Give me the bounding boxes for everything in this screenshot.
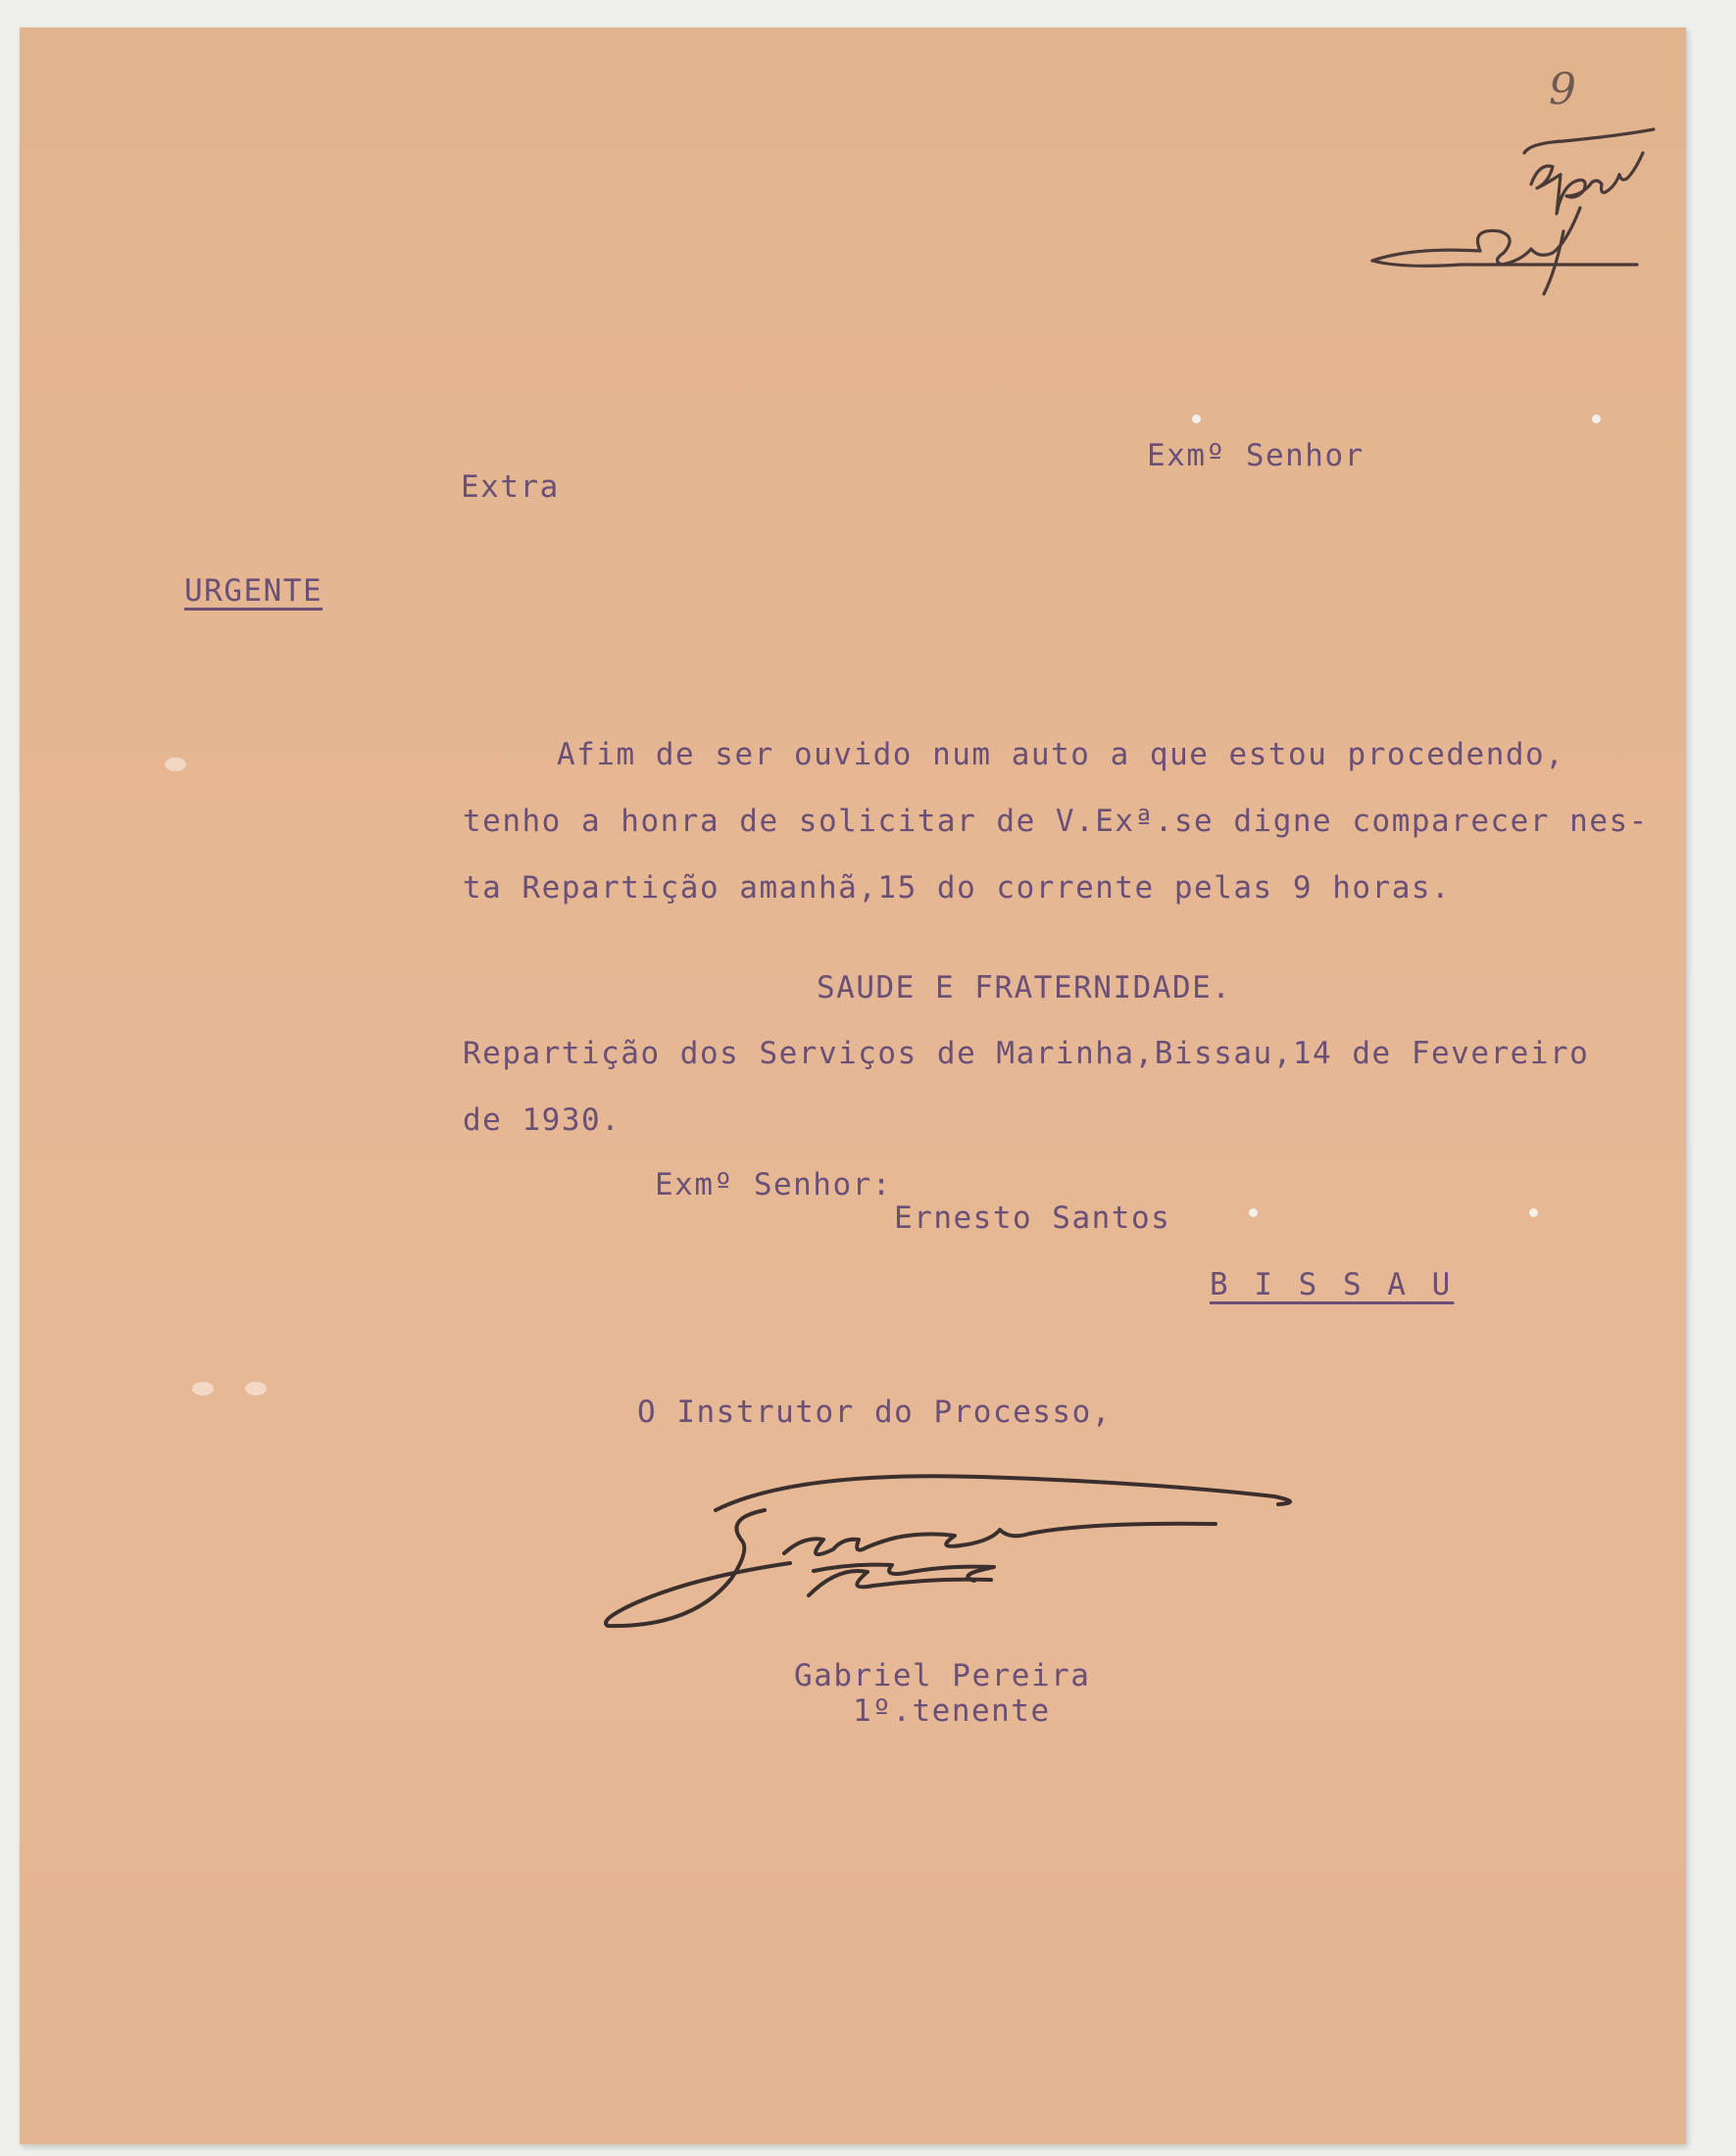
place-date-line-1: Repartição dos Serviços de Marinha,Bissau,14 de Fevereiro [463, 1036, 1590, 1071]
signatory-rank: 1º.tenente [853, 1693, 1051, 1729]
paper-mark [192, 1382, 214, 1396]
body-line-2: tenho a honra de solicitar de V.Exª.se digne comparecer nes- [463, 804, 1649, 839]
paper-mark [165, 758, 186, 771]
urgent-label: URGENTE [184, 573, 323, 609]
salutation-top: Exmº Senhor [1147, 438, 1364, 473]
punch-hole [1529, 1208, 1538, 1217]
document-page [20, 27, 1686, 2144]
punch-hole [1192, 415, 1201, 423]
signatory-role: O Instrutor do Processo, [637, 1395, 1112, 1430]
punch-hole [1592, 415, 1601, 423]
paper-mark [245, 1382, 267, 1396]
place-date-line-2: de 1930. [463, 1102, 621, 1138]
body-line-1: Afim de ser ouvido num auto a que estou procedendo, [557, 737, 1565, 772]
body-line-3: ta Repartição amanhã,15 do corrente pelas 9 horas. [463, 870, 1452, 906]
closing: SAUDE E FRATERNIDADE. [817, 970, 1232, 1005]
signatory-name: Gabriel Pereira [794, 1658, 1091, 1693]
addressee-city: B I S S A U [1210, 1267, 1455, 1302]
addressee-name: Ernesto Santos [894, 1200, 1171, 1236]
addressee-salutation: Exmº Senhor: [655, 1167, 892, 1202]
signature [569, 1444, 1412, 1640]
marginal-note-handwriting [1314, 96, 1686, 321]
extra-label: Extra [461, 469, 560, 505]
folio-number: 9 [1549, 65, 1576, 115]
punch-hole [1249, 1208, 1258, 1217]
